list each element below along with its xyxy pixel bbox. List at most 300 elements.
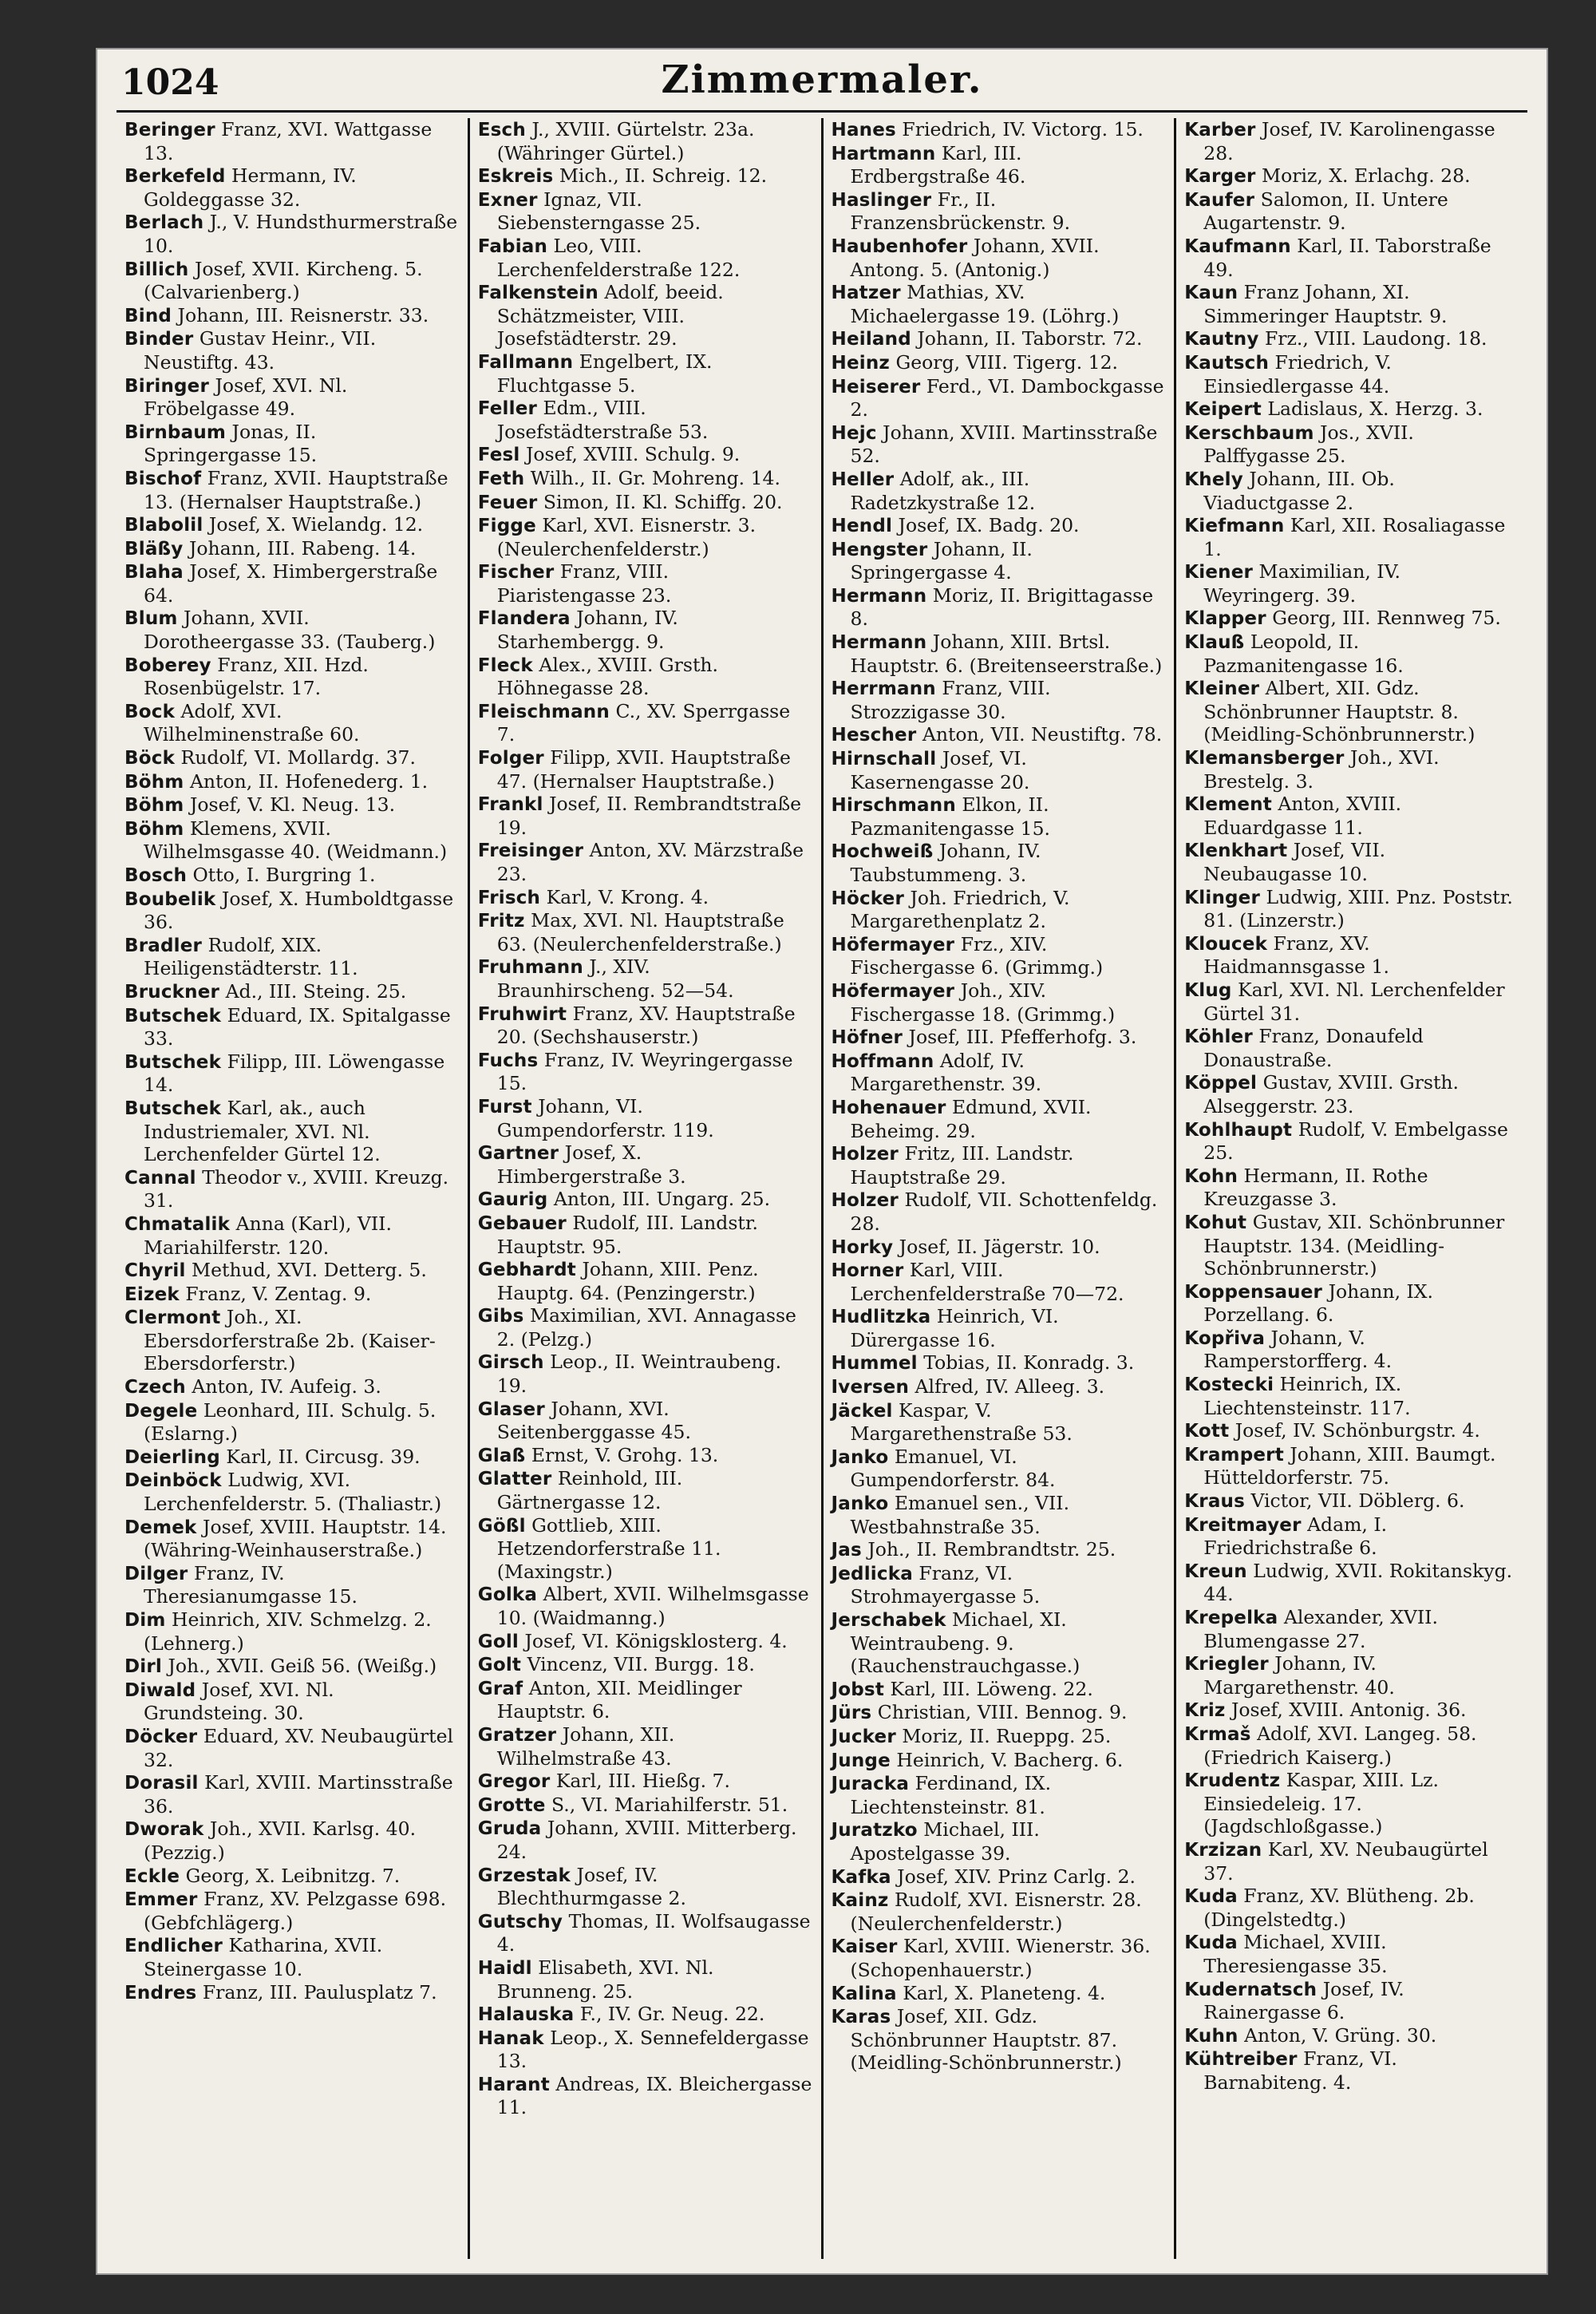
entry-details: Franz, VIII. Strozzigasse 30. xyxy=(850,677,1051,723)
directory-entry xyxy=(124,258,460,304)
entry-details: F., IV. Gr. Neug. 22. xyxy=(574,2003,765,2026)
entry-name: Freisinger xyxy=(477,841,584,862)
entry-details: Franz, III. Paulusplatz 7. xyxy=(196,1980,437,2003)
entry-name: Fallmann xyxy=(477,351,574,373)
directory-entry xyxy=(124,118,460,164)
directory-entry xyxy=(832,1982,1167,2006)
entry-name: Gregor xyxy=(477,1771,551,1793)
entry-details: Michael, III. Apostelgasse 39. xyxy=(850,1818,1040,1865)
directory-entry xyxy=(832,1446,1167,1492)
entry-details: Johann, V. Ramperstorfferg. 4. xyxy=(1203,1326,1393,1373)
entry-name: Janko xyxy=(831,1493,889,1515)
entry-details: Adolf, IV. Margarethenstr. 39. xyxy=(850,1049,1042,1096)
directory-entry xyxy=(832,1818,1167,1865)
entry-details: Heinrich, VI. Dürergasse 16. xyxy=(850,1305,1059,1351)
directory-entry xyxy=(478,350,813,397)
entry-name: Hescher xyxy=(831,725,917,746)
entry-name: Gößl xyxy=(477,1515,526,1537)
entry-name: Eizek xyxy=(124,1284,180,1305)
entry-name: Fruhwirt xyxy=(477,1003,567,1025)
directory-entry xyxy=(124,1888,460,1934)
entry-details: Johann, IV. Starhembergg. 9. xyxy=(496,607,678,654)
entry-name: Böhm xyxy=(124,795,184,817)
directory-entry xyxy=(1184,1443,1519,1489)
entry-name: Boubelik xyxy=(124,888,216,910)
entry-details: Josef, XIV. Prinz Carlg. 2. xyxy=(891,1865,1136,1888)
directory-entry xyxy=(124,1212,460,1259)
entry-details: Karl, III. Löweng. 22. xyxy=(884,1677,1093,1700)
entry-details: Karl, III. Hießg. 7. xyxy=(550,1770,730,1793)
entry-name: Klapper xyxy=(1184,608,1266,630)
entry-name: Kalina xyxy=(831,1983,897,2004)
directory-entry xyxy=(832,1492,1167,1538)
entry-name: Kaufmann xyxy=(1184,235,1291,257)
directory-entry xyxy=(832,677,1167,723)
directory-entry xyxy=(1184,118,1519,164)
directory-entry xyxy=(478,164,813,188)
directory-entry xyxy=(1184,1723,1519,1769)
entry-details: Josef, VII. Neubaugasse 10. xyxy=(1203,839,1386,885)
entry-name: Hirnschall xyxy=(831,749,937,770)
entry-details: Salomon, II. Untere Augartenstr. 9. xyxy=(1203,188,1448,235)
entry-details: Anton, III. Ungarg. 25. xyxy=(547,1188,771,1211)
directory-entry xyxy=(478,1188,813,1212)
entry-name: Dilger xyxy=(124,1563,188,1584)
entry-details: Josef, X. Himbergerstraße 64. xyxy=(144,560,438,607)
directory-entry xyxy=(124,1725,460,1771)
entry-details: Reinhold, III. Gärtnergasse 12. xyxy=(496,1467,683,1514)
directory-entry xyxy=(478,1677,813,1723)
entry-name: Klinger xyxy=(1184,887,1261,908)
entry-details: Joh., II. Rembrandtstr. 25. xyxy=(861,1538,1116,1561)
entry-details: Josef, IX. Badg. 20. xyxy=(892,514,1080,537)
entry-details: Josef, X. Humboldtgasse 36. xyxy=(144,887,454,934)
entry-details: Edmund, XVII. Beheimg. 29. xyxy=(850,1095,1092,1142)
directory-entry xyxy=(1184,560,1519,607)
entry-name: Clermont xyxy=(124,1307,221,1329)
entry-name: Dworak xyxy=(124,1819,204,1841)
directory-entry xyxy=(832,235,1167,281)
directory-entry xyxy=(478,443,813,467)
directory-entry xyxy=(124,1166,460,1212)
entry-details: Karl, XVIII. Martinsstraße 36. xyxy=(144,1771,453,1818)
entry-name: Heiland xyxy=(831,329,911,350)
directory-entry xyxy=(832,584,1167,631)
entry-name: Kerschbaum xyxy=(1184,422,1314,444)
directory-entry xyxy=(124,304,460,328)
entry-name: Klemansberger xyxy=(1184,748,1345,769)
directory-entry xyxy=(832,887,1167,933)
entry-details: Josef, X. Wielandg. 12. xyxy=(203,513,424,536)
entry-details: Kaspar, V. Margarethenstraße 53. xyxy=(850,1398,1073,1446)
entry-details: Moriz, X. Erlachg. 28. xyxy=(1255,164,1471,188)
entry-details: J., XIV. Braunhirscheng. 52—54. xyxy=(496,955,734,1002)
directory-entry xyxy=(124,817,460,864)
directory-entry xyxy=(124,1562,460,1608)
directory-entry xyxy=(124,1865,460,1889)
entry-details: Anton, V. Grüng. 30. xyxy=(1238,2023,1437,2047)
entry-details: Franz, XVI. Wattgasse 13. xyxy=(144,118,433,164)
entry-details: Ad., III. Steing. 25. xyxy=(219,979,407,1003)
directory-entry xyxy=(478,2003,813,2027)
entry-details: Rudolf, VI. Mollardg. 37. xyxy=(175,746,416,769)
directory-entry xyxy=(478,1351,813,1397)
directory-entry xyxy=(478,1467,813,1513)
entry-name: Gratzer xyxy=(477,1724,557,1746)
entry-details: Johann, XVIII. Mitterberg. 24. xyxy=(496,1817,797,1863)
directory-entry xyxy=(478,2027,813,2073)
directory-entry xyxy=(478,607,813,653)
directory-entry xyxy=(1184,1327,1519,1373)
directory-entry xyxy=(478,1049,813,1095)
entry-name: Krepelka xyxy=(1184,1608,1278,1628)
directory-entry xyxy=(478,397,813,443)
directory-entry xyxy=(1184,1606,1519,1652)
directory-entry xyxy=(124,1934,460,1980)
entry-details: Eduard, XV. Neubaugürtel 32. xyxy=(144,1724,453,1771)
entry-details: Theodor v., XVIII. Kreuzg. 31. xyxy=(144,1165,449,1212)
directory-entry xyxy=(1184,1165,1519,1211)
directory-entry xyxy=(832,118,1167,142)
directory-entry xyxy=(1184,468,1519,514)
directory-entry xyxy=(124,770,460,794)
entry-name: Chmatalik xyxy=(124,1213,231,1235)
entry-name: Hengster xyxy=(831,539,928,560)
entry-name: Gutschy xyxy=(477,1911,563,1932)
entry-name: Klug xyxy=(1184,979,1232,1001)
entry-details: Adolf, ak., III. Radetzkystraße 12. xyxy=(850,467,1036,514)
entry-details: Josef, VI. Kasernengasse 20. xyxy=(850,747,1030,793)
directory-entry xyxy=(1184,1513,1519,1560)
directory-entry xyxy=(124,164,460,211)
column-3 xyxy=(824,118,1177,2259)
entry-name: Fabian xyxy=(477,235,548,257)
entry-name: Hartmann xyxy=(831,143,936,164)
entry-name: Girsch xyxy=(477,1352,544,1374)
entry-name: Grotte xyxy=(477,1794,546,1816)
entry-details: Victor, VII. Döblerg. 6. xyxy=(1245,1489,1465,1513)
entry-name: Boberey xyxy=(124,655,211,676)
entry-name: Gebhardt xyxy=(477,1260,576,1281)
entry-name: Höfner xyxy=(831,1027,903,1049)
entry-name: Goll xyxy=(477,1631,519,1652)
entry-details: Ludwig, XVII. Rokitanskyg. 44. xyxy=(1203,1559,1513,1606)
entry-details: Karl, II. Circusg. 39. xyxy=(219,1445,421,1468)
directory-entry xyxy=(832,933,1167,979)
directory-entry xyxy=(832,1865,1167,1889)
directory-entry xyxy=(1184,839,1519,885)
entry-details: Karl, XVI. Nl. Lerchenfelder Gürtel 31. xyxy=(1203,978,1505,1025)
entry-name: Gebauer xyxy=(477,1212,567,1234)
entry-name: Hudlitzka xyxy=(831,1307,931,1328)
entry-details: Moriz, II. Rueppg. 25. xyxy=(895,1724,1112,1747)
directory-entry xyxy=(1184,1978,1519,2024)
directory-entry xyxy=(124,980,460,1004)
entry-name: Juracka xyxy=(831,1774,910,1795)
entry-name: Czech xyxy=(124,1377,186,1398)
directory-entry xyxy=(124,560,460,607)
entry-name: Hanak xyxy=(477,2027,544,2049)
entry-name: Kuda xyxy=(1184,1932,1238,1954)
entry-name: Kohn xyxy=(1184,1165,1238,1187)
directory-entry xyxy=(478,1794,813,1818)
directory-entry xyxy=(1184,1071,1519,1117)
directory-entry xyxy=(124,1097,460,1166)
entry-name: Fleischmann xyxy=(477,701,610,722)
entry-details: Gustav, XVIII. Grsth. Alseggerstr. 23. xyxy=(1203,1071,1460,1117)
directory-entry xyxy=(124,1446,460,1469)
directory-entry xyxy=(832,631,1167,677)
entry-details: Filipp, XVII. Hauptstraße 47. (Hernalser Hauptstraße.) xyxy=(496,746,791,793)
directory-entry xyxy=(124,1679,460,1725)
page-number: 1024 xyxy=(121,62,219,103)
entry-name: Gruda xyxy=(477,1818,542,1840)
entry-name: Dim xyxy=(124,1610,166,1631)
directory-entry xyxy=(478,1444,813,1468)
entry-details: Emanuel sen., VII. Westbahnstraße 35. xyxy=(850,1492,1070,1538)
entry-name: Bind xyxy=(124,305,172,326)
directory-entry xyxy=(1184,164,1519,188)
header-rule xyxy=(117,110,1527,113)
directory-entry xyxy=(1184,1885,1519,1931)
directory-entry xyxy=(478,793,813,839)
directory-entry xyxy=(1184,1489,1519,1513)
entry-name: Holzer xyxy=(831,1190,899,1212)
entry-name: Kautny xyxy=(1184,329,1259,350)
directory-entry xyxy=(478,560,813,607)
entry-details: Alexander, XVII. Blumengasse 27. xyxy=(1203,1606,1438,1652)
entry-details: Johann, XVII. Dorotheergasse 33. (Tauberg.) xyxy=(144,607,436,654)
entry-details: J., XVIII. Gürtelstr. 23a. (Währinger Gürtel.) xyxy=(496,118,755,164)
directory-entry xyxy=(478,1956,813,2003)
entry-name: Berlach xyxy=(124,212,204,234)
entry-name: Hoffmann xyxy=(831,1050,934,1072)
entry-details: Josef, XVIII. Antonig. 36. xyxy=(1225,1699,1467,1722)
directory-entry xyxy=(832,538,1167,584)
entry-name: Kriegler xyxy=(1184,1654,1269,1675)
directory-entry xyxy=(478,1514,813,1584)
directory-entry xyxy=(478,235,813,281)
entry-details: Georg, VIII. Tigerg. 12. xyxy=(890,350,1119,374)
entry-name: Bradler xyxy=(124,935,203,956)
directory-entry xyxy=(478,1095,813,1141)
entry-details: Ernst, V. Grohg. 13. xyxy=(525,1443,719,1466)
entry-details: Joh., XVII. Karlsg. 40. (Pezzig.) xyxy=(144,1818,417,1864)
entry-name: Blaha xyxy=(124,562,184,583)
entry-name: Kohlhaupt xyxy=(1184,1119,1293,1141)
entry-name: Janko xyxy=(831,1446,889,1468)
entry-name: Feuer xyxy=(477,492,538,513)
entry-name: Feth xyxy=(477,468,525,489)
entry-details: Albert, XII. Gdz. Schönbrunner Hauptstr. 8. (Meidling-Schönbrunnerstr.) xyxy=(1203,677,1476,746)
directory-entry xyxy=(832,1399,1167,1446)
entry-details: Karl, XV. Neubaugürtel 37. xyxy=(1203,1837,1488,1885)
entry-details: Jos., XVII. Palffygasse 25. xyxy=(1203,421,1414,468)
directory-entry xyxy=(478,1583,813,1629)
entry-name: Binder xyxy=(124,329,194,350)
directory-entry xyxy=(124,1399,460,1446)
directory-entry xyxy=(1184,1699,1519,1723)
entry-name: Krzizan xyxy=(1184,1839,1262,1861)
entry-details: Johann, II. Taborstr. 72. xyxy=(911,327,1143,350)
entry-details: Klemens, XVII. Wilhelmsgasse 40. (Weidmann.) xyxy=(144,817,448,864)
entry-name: Krampert xyxy=(1184,1444,1284,1466)
directory-entry xyxy=(124,1050,460,1097)
directory-entry xyxy=(124,467,460,513)
entry-details: Johann, XIII. Brtsl. Hauptstr. 6. (Breitenseerstraße.) xyxy=(850,631,1163,677)
directory-entry xyxy=(124,1771,460,1818)
entry-name: Harant xyxy=(477,2074,550,2095)
directory-entry xyxy=(478,654,813,700)
entry-details: Franz, V. Zentag. 9. xyxy=(179,1282,372,1305)
entry-details: Franz Johann, XI. Simmeringer Hauptstr. 9. xyxy=(1203,281,1448,327)
entry-details: Franz, IV. Weyringergasse 15. xyxy=(496,1048,793,1095)
directory-entry xyxy=(1184,235,1519,281)
directory-entry xyxy=(124,1608,460,1655)
directory-entry xyxy=(478,1653,813,1677)
entry-details: Joh., XIV. Fischergasse 18. (Grimmg.) xyxy=(850,979,1116,1026)
directory-entry xyxy=(478,467,813,491)
directory-entry xyxy=(832,1096,1167,1142)
entry-name: Eskreis xyxy=(477,166,554,188)
directory-entry xyxy=(124,934,460,980)
entry-name: Haidl xyxy=(477,1957,532,1979)
entry-name: Böhm xyxy=(124,818,184,840)
entry-details: Friedrich, V. Einsiedlergasse 44. xyxy=(1203,350,1392,398)
directory-entry xyxy=(1184,1931,1519,1977)
entry-name: Höfermayer xyxy=(831,934,955,955)
entry-details: Anton, XII. Meidlinger Hauptstr. 6. xyxy=(496,1676,742,1723)
entry-details: Karl, V. Krong. 4. xyxy=(540,885,709,908)
entry-name: Jürs xyxy=(831,1703,872,1724)
entry-details: Franz, XVII. Hauptstraße 13. (Hernalser Hauptstraße.) xyxy=(144,466,448,513)
entry-details: Josef, IV. Rainergasse 6. xyxy=(1203,1977,1404,2024)
entry-name: Kuhn xyxy=(1184,2025,1238,2047)
entry-details: Georg, III. Rennweg 75. xyxy=(1266,607,1501,630)
entry-details: Johann, III. Rabeng. 14. xyxy=(183,536,417,560)
entry-details: Gustav Heinr., VII. Neustiftg. 43. xyxy=(144,327,377,374)
entry-name: Kaufer xyxy=(1184,189,1255,211)
entry-name: Döcker xyxy=(124,1726,198,1747)
entry-name: Kaun xyxy=(1184,283,1238,304)
directory-entry xyxy=(1184,351,1519,398)
entry-details: Karl, ak., auch Industriemaler, XVI. Nl. Lerchenfelder Gürtel 12. xyxy=(144,1096,381,1166)
entry-name: Bosch xyxy=(124,865,188,886)
entry-details: Leopold, II. Pazmanitengasse 16. xyxy=(1203,631,1404,677)
directory-entry xyxy=(832,1050,1167,1096)
entry-name: Deierling xyxy=(124,1446,220,1468)
column-1 xyxy=(117,118,470,2259)
entry-details: Andreas, IX. Bleichergasse 11. xyxy=(496,2072,812,2119)
entry-details: Max, XVI. Nl. Hauptstraße 63. (Neulerchenfelderstraße.) xyxy=(496,909,784,955)
entry-details: Alfred, IV. Alleeg. 3. xyxy=(909,1375,1105,1398)
entry-details: Joh., XI. Ebersdorferstraße 2b. (Kaiser-Ebersdorferstr.) xyxy=(144,1306,436,1375)
directory-entry xyxy=(832,1749,1167,1773)
entry-details: C., XV. Sperrgasse 7. xyxy=(496,699,791,746)
entry-details: Heinrich, V. Bacherg. 6. xyxy=(890,1748,1124,1771)
entry-name: Kott xyxy=(1184,1421,1230,1442)
entry-name: Jerschabek xyxy=(831,1610,946,1631)
entry-details: Kaspar, XIII. Lz. Einsiedeleig. 17. (Jagdschloßgasse.) xyxy=(1203,1769,1439,1838)
entry-details: Leo, VIII. Lerchenfelderstraße 122. xyxy=(496,234,741,281)
entry-name: Chyril xyxy=(124,1260,186,1282)
entry-details: Ferdinand, IX. Liechtensteinstr. 81. xyxy=(850,1772,1052,1818)
entry-details: Anton, II. Hofenederg. 1. xyxy=(184,769,429,793)
entry-name: Fesl xyxy=(477,445,520,466)
entry-name: Degele xyxy=(124,1400,198,1422)
directory-entry xyxy=(832,793,1167,840)
entry-name: Eckle xyxy=(124,1865,180,1887)
entry-details: Josef, IV. Schönburgstr. 4. xyxy=(1229,1419,1480,1442)
entry-details: Filipp, III. Löwengasse 14. xyxy=(144,1050,445,1097)
entry-name: Feller xyxy=(477,398,538,420)
entry-name: Khely xyxy=(1184,469,1243,490)
entry-name: Gibs xyxy=(477,1306,524,1327)
entry-name: Kreun xyxy=(1184,1560,1247,1582)
entry-name: Flandera xyxy=(477,608,571,630)
directory-entry xyxy=(832,351,1167,375)
entry-name: Hohenauer xyxy=(831,1097,946,1118)
entry-name: Kiefmann xyxy=(1184,516,1285,537)
entry-name: Demek xyxy=(124,1517,197,1538)
entry-name: Karger xyxy=(1184,166,1256,188)
entry-details: Franz, XV. Hauptstraße 20. (Sechshauserstr.) xyxy=(496,1002,796,1049)
entry-details: Hermann, II. Rothe Kreuzgasse 3. xyxy=(1203,1164,1428,1211)
directory-entry xyxy=(1184,932,1519,979)
entry-details: Adolf, XVI. Langeg. 58. (Friedrich Kaiserg.) xyxy=(1203,1722,1477,1769)
directory-entry xyxy=(124,607,460,653)
entry-name: Kraus xyxy=(1184,1491,1245,1513)
directory-entry xyxy=(1184,2047,1519,2094)
directory-entry xyxy=(1184,421,1519,468)
entry-name: Jedlicka xyxy=(831,1563,913,1584)
entry-details: Heinrich, XIV. Schmelzg. 2. (Lehnerg.) xyxy=(144,1608,432,1655)
entry-name: Falkenstein xyxy=(477,283,598,304)
entry-details: Josef, XII. Gdz. Schönbrunner Hauptstr. 87. (Meidling-Schönbrunnerstr.) xyxy=(850,2005,1122,2075)
entry-details: Joh., XVII. Geiß 56. (Weißg.) xyxy=(162,1655,437,1678)
directory-entry xyxy=(124,327,460,374)
entry-name: Kaiser xyxy=(831,1936,898,1958)
entry-details: Moriz, II. Brigittagasse 8. xyxy=(850,583,1154,631)
entry-name: Cannal xyxy=(124,1167,196,1189)
entry-details: Rudolf, XIX. Heiligenstädterstr. 11. xyxy=(144,933,358,980)
entry-name: Höfermayer xyxy=(831,980,955,1002)
directory-entry xyxy=(832,1725,1167,1749)
entry-details: Josef, XVI. Nl. Fröbelgasse 49. xyxy=(144,374,348,421)
entry-details: Anton, IV. Aufeig. 3. xyxy=(185,1375,381,1398)
entry-details: Jonas, II. Springergasse 15. xyxy=(144,420,318,467)
directory-entry xyxy=(124,1375,460,1399)
directory-entry xyxy=(832,723,1167,747)
entry-name: Kohut xyxy=(1184,1212,1247,1233)
entry-details: Katharina, XVII. Steinergasse 10. xyxy=(144,1934,383,1980)
directory-entry xyxy=(478,700,813,746)
directory-entry xyxy=(1184,1280,1519,1327)
directory-entry xyxy=(1184,1838,1519,1885)
entry-details: Josef, VI. Königsklosterg. 4. xyxy=(519,1629,788,1652)
entry-details: Johann, III. Ob. Viaductgasse 2. xyxy=(1203,467,1395,514)
directory-entry xyxy=(832,1889,1167,1935)
entry-details: Ludwig, XIII. Pnz. Poststr. 81. (Linzerstr.) xyxy=(1203,885,1513,932)
directory-entry xyxy=(832,468,1167,514)
entry-name: Frisch xyxy=(477,887,541,908)
directory-entry xyxy=(832,281,1167,327)
directory-entry xyxy=(478,1910,813,1956)
entry-name: Fuchs xyxy=(477,1050,539,1071)
entry-details: Johann, III. Reisnerstr. 33. xyxy=(172,303,429,326)
entry-details: Rudolf, XVI. Eisnerstr. 28. (Neulerchenfelderstr.) xyxy=(850,1889,1142,1935)
entry-details: Johann, IV. Taubstummeng. 3. xyxy=(850,840,1041,886)
